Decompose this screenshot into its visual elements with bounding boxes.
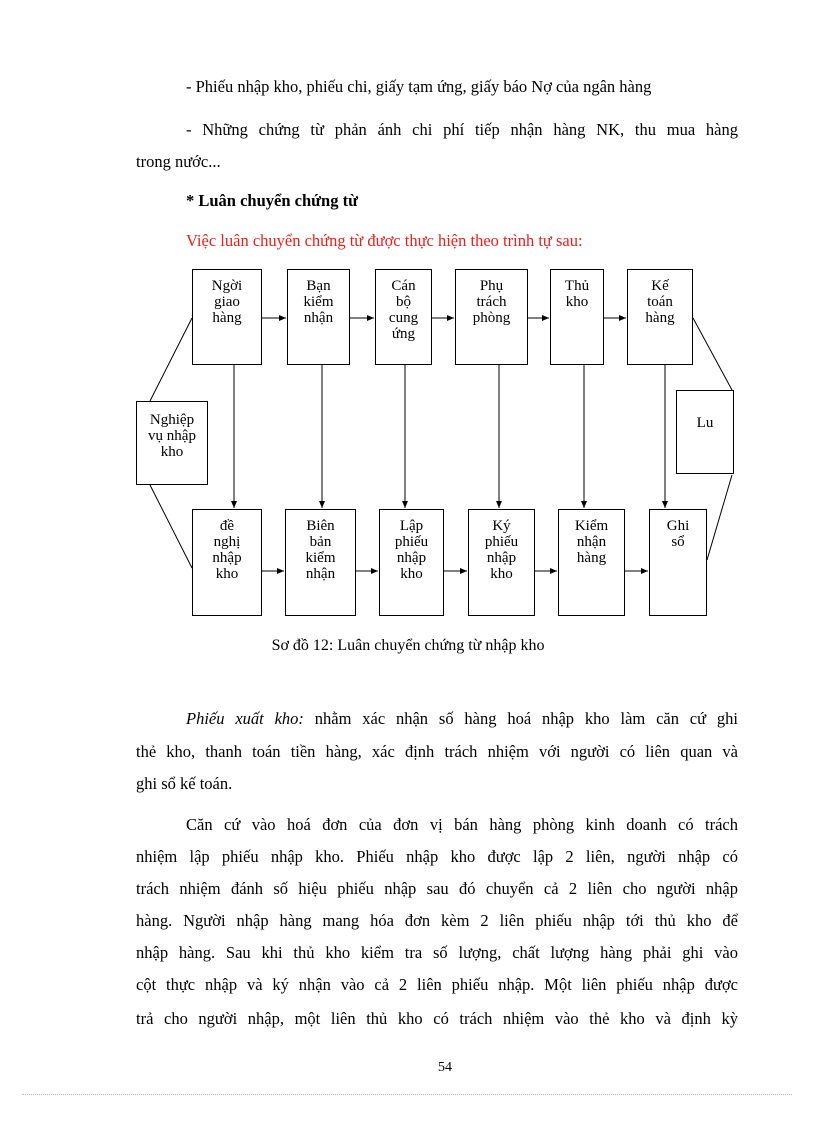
flow-box-bottom: đề nghị nhập kho (192, 509, 262, 616)
flow-box-bottom: Ghi sổ (649, 509, 707, 616)
paragraph-2-line-6: cột thực nhập và ký nhận vào cả 2 liên phiếu nhập. Một liên phiếu nhập được (136, 975, 738, 994)
left-connector-bottom (150, 485, 192, 568)
paragraph-2-line-7: trả cho người nhập, một liên thủ kho có trách nhiệm vào thẻ kho và định kỳ (136, 1009, 738, 1028)
paragraph-2-line-5: nhập hàng. Sau khi thủ kho kiểm tra số lượng, chất lượng hàng phải ghi vào (136, 943, 738, 962)
bullet-line-1: - Phiếu nhập kho, phiếu chi, giấy tạm ứng, giấy báo Nợ của ngân hàng (186, 77, 652, 96)
bullet-line-2: - Những chứng từ phản ánh chi phí tiếp nhận hàng NK, thu mua hàng (186, 120, 738, 139)
right-connector-top (693, 318, 732, 390)
footer-divider (22, 1094, 792, 1095)
right-connector-bottom (707, 475, 732, 560)
flow-box-bottom: Kiểm nhận hàng (558, 509, 625, 616)
bullet-line-2-cont: trong nước... (136, 152, 221, 171)
left-connector-top (150, 318, 192, 401)
flow-box-bottom: Biên bản kiểm nhận (285, 509, 356, 616)
flow-box-left-nghiep-vu: Nghiệp vụ nhập kho (136, 401, 208, 485)
flow-box-bottom: Ký phiếu nhập kho (468, 509, 535, 616)
paragraph-2-line-3: trách nhiệm đánh số hiệu phiếu nhập sau đó chuyển cả 2 liên cho người nhập (136, 879, 738, 898)
paragraph-1-line-2: thẻ kho, thanh toán tiền hàng, xác định trách nhiệm với người có liên quan và (136, 742, 738, 761)
flow-box-top: Bạn kiểm nhận (287, 269, 350, 365)
intro-sentence: Việc luân chuyển chứng từ được thực hiện theo trình tự sau: (186, 231, 583, 250)
diagram-caption: Sơ đồ 12: Luân chuyển chứng từ nhập kho (271, 637, 545, 654)
page-number: 54 (438, 1060, 452, 1075)
flow-box-top: Cán bộ cung ứng (375, 269, 432, 365)
flow-box-top: Kế toán hàng (627, 269, 693, 365)
flow-box-right-lu: Lu (676, 390, 734, 474)
flow-box-top: Phụ trách phòng (455, 269, 528, 365)
flow-box-top: Ngời giao hàng (192, 269, 262, 365)
flow-box-bottom: Lập phiếu nhập kho (379, 509, 444, 616)
paragraph-2-line-1: Căn cứ vào hoá đơn của đơn vị bán hàng phòng kinh doanh có trách (186, 815, 738, 834)
paragraph-2-line-4: hàng. Người nhập hàng mang hóa đơn kèm 2 liên phiếu nhập tới thủ kho để (136, 911, 738, 930)
flow-box-top: Thủ kho (550, 269, 604, 365)
paragraph-2-line-2: nhiệm lập phiếu nhập kho. Phiếu nhập kho được lập 2 liên, người nhập có (136, 847, 738, 866)
section-heading: * Luân chuyển chứng từ (186, 191, 359, 210)
paragraph-1-line-3: ghi sổ kế toán. (136, 774, 233, 793)
paragraph-1-line-1: Phiếu xuất kho: nhằm xác nhận số hàng hoá nhập kho làm căn cứ ghi (186, 709, 739, 728)
paragraph-1-italic-term: Phiếu xuất kho: (186, 709, 304, 728)
